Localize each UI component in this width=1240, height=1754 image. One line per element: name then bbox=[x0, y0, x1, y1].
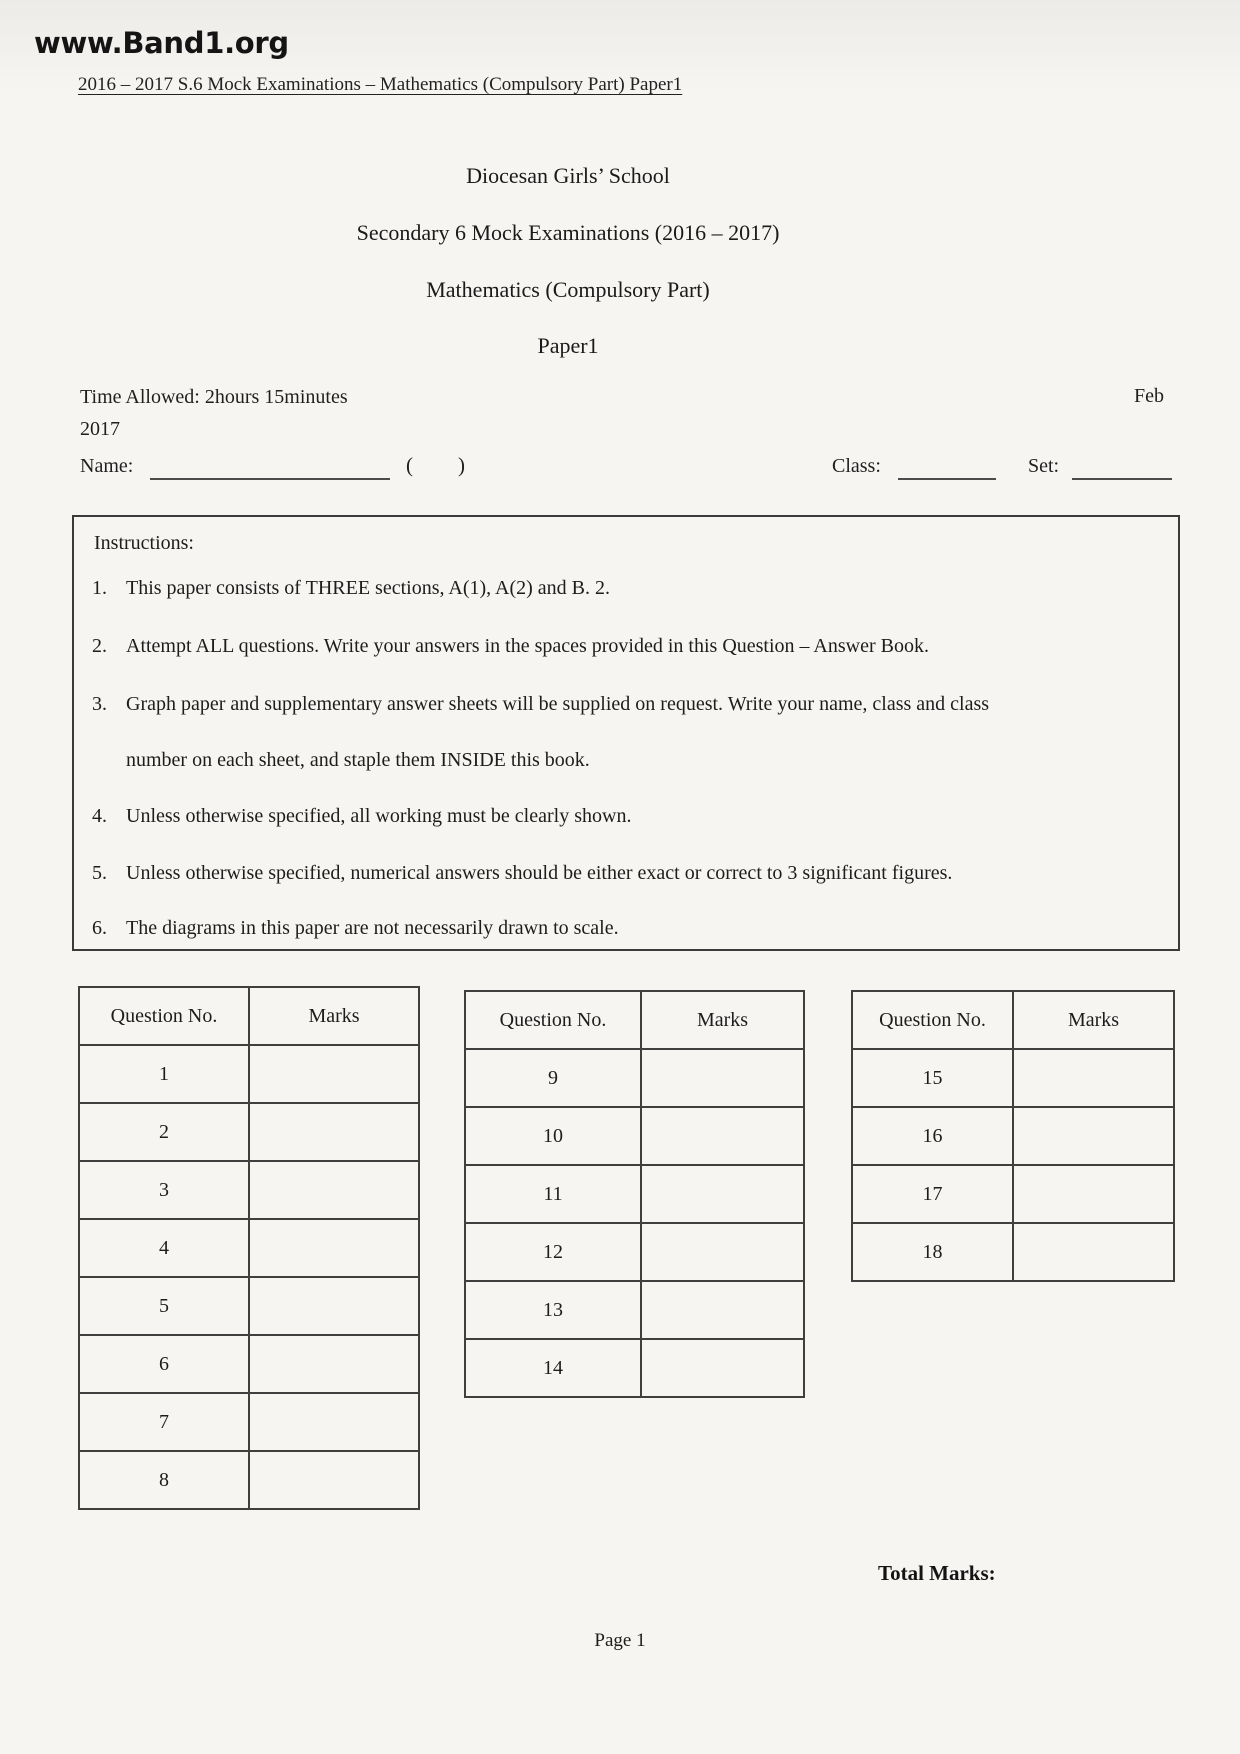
marks-cell bbox=[641, 1223, 804, 1281]
marks-cell bbox=[1013, 1165, 1174, 1223]
class-number-paren-open: ( bbox=[406, 453, 413, 477]
instruction-item-1 bbox=[92, 577, 610, 600]
marks-table-2 bbox=[464, 990, 805, 1398]
instruction-number: 5. bbox=[92, 862, 107, 884]
table-row bbox=[79, 1277, 419, 1335]
question-number-cell: 14 bbox=[465, 1339, 641, 1397]
marks-cell bbox=[249, 1393, 419, 1451]
marks-table-3 bbox=[851, 990, 1175, 1282]
marks-table-1 bbox=[78, 986, 420, 1510]
marks-cell bbox=[1013, 1107, 1174, 1165]
table-header-row bbox=[852, 991, 1174, 1049]
exam-header-line: 2016 – 2017 S.6 Mock Examinations – Mathematics (Compulsory Part) Paper1 bbox=[78, 74, 683, 95]
question-number-cell: 2 bbox=[79, 1103, 249, 1161]
marks-cell bbox=[249, 1045, 419, 1103]
table-row bbox=[465, 1223, 804, 1281]
question-number-cell: 9 bbox=[465, 1049, 641, 1107]
question-number-cell: 15 bbox=[852, 1049, 1013, 1107]
table-row bbox=[852, 1223, 1174, 1281]
marks-cell bbox=[249, 1161, 419, 1219]
table-header-row bbox=[465, 991, 804, 1049]
instruction-item-3 bbox=[92, 693, 989, 716]
site-watermark: www.Band1.org bbox=[34, 26, 289, 60]
instruction-item-3-continued: number on each sheet, and staple them INSIDE this book. bbox=[126, 749, 590, 771]
marks-cell bbox=[249, 1277, 419, 1335]
marks-header: Marks bbox=[641, 991, 804, 1049]
question-no-header: Question No. bbox=[79, 987, 249, 1045]
marks-cell bbox=[249, 1451, 419, 1509]
class-blank-line bbox=[898, 456, 996, 480]
exam-title: Secondary 6 Mock Examinations (2016 – 2017) bbox=[356, 220, 780, 245]
instruction-text: Attempt ALL questions. Write your answers in the spaces provided in this Question – Answer Book. bbox=[126, 635, 929, 657]
table-row bbox=[465, 1049, 804, 1107]
question-number-cell: 13 bbox=[465, 1281, 641, 1339]
instruction-text: Unless otherwise specified, all working must be clearly shown. bbox=[126, 805, 632, 827]
instruction-text: Graph paper and supplementary answer sheets will be supplied on request. Write your name, class and class bbox=[126, 693, 990, 715]
name-label: Name: bbox=[80, 455, 134, 477]
question-number-cell: 3 bbox=[79, 1161, 249, 1219]
marks-cell bbox=[249, 1103, 419, 1161]
question-number-cell: 16 bbox=[852, 1107, 1013, 1165]
table-row bbox=[79, 1393, 419, 1451]
question-number-cell: 4 bbox=[79, 1219, 249, 1277]
instruction-number: 3. bbox=[92, 693, 107, 715]
instruction-item-2 bbox=[92, 635, 929, 658]
table-row bbox=[79, 1161, 419, 1219]
instruction-text: This paper consists of THREE sections, A(1), A(2) and B. 2. bbox=[126, 577, 611, 599]
marks-cell bbox=[641, 1339, 804, 1397]
marks-cell bbox=[641, 1281, 804, 1339]
exam-year: 2017 bbox=[80, 418, 120, 440]
table-row bbox=[79, 1219, 419, 1277]
table-row bbox=[465, 1107, 804, 1165]
table-row bbox=[465, 1165, 804, 1223]
question-no-header: Question No. bbox=[852, 991, 1013, 1049]
marks-cell bbox=[641, 1107, 804, 1165]
table-header-row bbox=[79, 987, 419, 1045]
instruction-number: 4. bbox=[92, 805, 107, 827]
instructions-title: Instructions: bbox=[94, 532, 194, 554]
question-number-cell: 10 bbox=[465, 1107, 641, 1165]
table-row bbox=[465, 1281, 804, 1339]
instructions-box bbox=[72, 515, 1180, 951]
marks-header: Marks bbox=[1013, 991, 1174, 1049]
table-row bbox=[79, 1335, 419, 1393]
marks-cell bbox=[1013, 1049, 1174, 1107]
question-number-cell: 18 bbox=[852, 1223, 1013, 1281]
table-row bbox=[79, 1103, 419, 1161]
marks-cell bbox=[641, 1165, 804, 1223]
school-title: Diocesan Girls’ School bbox=[466, 163, 670, 188]
total-marks-label: Total Marks: bbox=[878, 1561, 996, 1585]
table-row bbox=[852, 1049, 1174, 1107]
table-row bbox=[465, 1339, 804, 1397]
class-label: Class: bbox=[832, 455, 881, 477]
instruction-text: Unless otherwise specified, numerical answers should be either exact or correct to 3 significant figures. bbox=[126, 862, 953, 884]
instruction-text: The diagrams in this paper are not necessarily drawn to scale. bbox=[126, 917, 619, 939]
instruction-number: 2. bbox=[92, 635, 107, 657]
question-number-cell: 8 bbox=[79, 1451, 249, 1509]
name-blank-line bbox=[150, 456, 390, 480]
table-row bbox=[852, 1107, 1174, 1165]
instruction-number: 1. bbox=[92, 577, 107, 599]
marks-cell bbox=[1013, 1223, 1174, 1281]
table-row bbox=[79, 1045, 419, 1103]
paper-number-title: Paper1 bbox=[537, 333, 599, 358]
instruction-number: 6. bbox=[92, 917, 107, 939]
marks-header: Marks bbox=[249, 987, 419, 1045]
time-allowed-label: Time Allowed: 2hours 15minutes bbox=[80, 386, 348, 408]
question-number-cell: 6 bbox=[79, 1335, 249, 1393]
question-number-cell: 5 bbox=[79, 1277, 249, 1335]
marks-cell bbox=[249, 1219, 419, 1277]
subject-title: Mathematics (Compulsory Part) bbox=[426, 277, 710, 302]
class-number-paren-close: ) bbox=[458, 453, 465, 477]
page-number: Page 1 bbox=[594, 1630, 646, 1651]
question-number-cell: 1 bbox=[79, 1045, 249, 1103]
table-row bbox=[852, 1165, 1174, 1223]
instruction-item-4 bbox=[92, 805, 631, 828]
set-label: Set: bbox=[1028, 455, 1060, 477]
question-no-header: Question No. bbox=[465, 991, 641, 1049]
marks-cell bbox=[641, 1049, 804, 1107]
table-row bbox=[79, 1451, 419, 1509]
instruction-item-6 bbox=[92, 917, 619, 940]
marks-cell bbox=[249, 1335, 419, 1393]
exam-month: Feb bbox=[1134, 385, 1164, 407]
set-blank-line bbox=[1072, 456, 1172, 480]
question-number-cell: 11 bbox=[465, 1165, 641, 1223]
instruction-item-5 bbox=[92, 862, 952, 885]
question-number-cell: 7 bbox=[79, 1393, 249, 1451]
question-number-cell: 12 bbox=[465, 1223, 641, 1281]
question-number-cell: 17 bbox=[852, 1165, 1013, 1223]
